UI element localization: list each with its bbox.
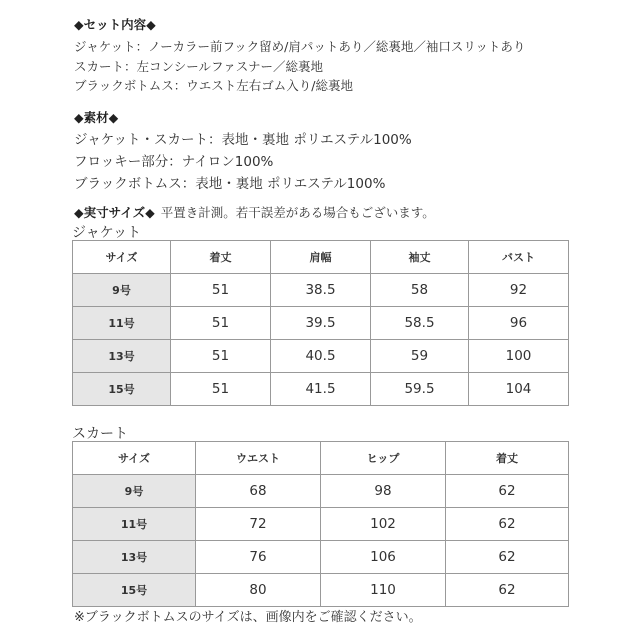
- header-cell: サイズ: [73, 442, 196, 475]
- measurements-heading: ◆実寸サイズ◆: [74, 205, 155, 220]
- table-cell: 59.5: [371, 373, 469, 406]
- footnote: ※ブラックボトムスのサイズは、画像内をご確認ください。: [74, 610, 422, 625]
- header-cell: ウエスト: [196, 442, 321, 475]
- table-row: [73, 475, 569, 508]
- table-cell: 102: [321, 508, 446, 541]
- table-cell: 41.5: [271, 373, 371, 406]
- table-cell: 51: [171, 373, 271, 406]
- skirt-size-table: [72, 441, 569, 607]
- set-contents-skirt: スカート：左コンシールファスナー／総裏地: [74, 59, 323, 74]
- header-cell: 肩幅: [271, 241, 371, 274]
- table-cell: 62: [446, 574, 569, 607]
- table-cell: 62: [446, 475, 569, 508]
- table-cell: 96: [469, 307, 569, 340]
- table-header-row: [73, 241, 569, 274]
- material-jacket-skirt: ジャケット・スカート：表地・裏地 ポリエステル100%: [74, 132, 412, 148]
- table-cell: 92: [469, 274, 569, 307]
- header-cell: 袖丈: [371, 241, 469, 274]
- header-cell: 着丈: [171, 241, 271, 274]
- measurements-note: 平置き計測。若干誤差がある場合もございます。: [160, 205, 435, 220]
- size-cell: 15号: [73, 574, 196, 607]
- table-cell: 72: [196, 508, 321, 541]
- table-cell: 51: [171, 307, 271, 340]
- set-contents-heading: ◆セット内容◆: [74, 17, 156, 32]
- table-cell: 106: [321, 541, 446, 574]
- skirt-table-title: スカート: [72, 426, 128, 442]
- table-cell: 80: [196, 574, 321, 607]
- table-cell: 62: [446, 541, 569, 574]
- table-row: [73, 307, 569, 340]
- table-cell: 39.5: [271, 307, 371, 340]
- jacket-table-title: ジャケット: [72, 225, 142, 241]
- set-contents-bottoms: ブラックボトムス：ウエスト左右ゴム入り/総裏地: [74, 78, 353, 93]
- set-contents-jacket: ジャケット：ノーカラー前フック留め/肩パットあり／総裏地／袖口スリットあり: [74, 39, 526, 54]
- table-row: [73, 373, 569, 406]
- table-cell: 51: [171, 274, 271, 307]
- size-cell: 13号: [73, 340, 171, 373]
- table-cell: 98: [321, 475, 446, 508]
- table-cell: 110: [321, 574, 446, 607]
- table-cell: 62: [446, 508, 569, 541]
- table-row: [73, 508, 569, 541]
- table-row: [73, 340, 569, 373]
- table-header-row: [73, 442, 569, 475]
- size-cell: 11号: [73, 307, 171, 340]
- size-cell: 11号: [73, 508, 196, 541]
- table-cell: 58: [371, 274, 469, 307]
- material-heading: ◆素材◆: [74, 110, 119, 125]
- size-cell: 13号: [73, 541, 196, 574]
- table-cell: 104: [469, 373, 569, 406]
- table-cell: 59: [371, 340, 469, 373]
- table-cell: 68: [196, 475, 321, 508]
- header-cell: ヒップ: [321, 442, 446, 475]
- table-row: [73, 274, 569, 307]
- header-cell: バスト: [469, 241, 569, 274]
- jacket-size-table: [72, 240, 569, 406]
- table-cell: 58.5: [371, 307, 469, 340]
- table-cell: 100: [469, 340, 569, 373]
- header-cell: サイズ: [73, 241, 171, 274]
- measurements-heading-row: [74, 203, 435, 221]
- table-cell: 51: [171, 340, 271, 373]
- header-cell: 着丈: [446, 442, 569, 475]
- table-cell: 40.5: [271, 340, 371, 373]
- size-cell: 9号: [73, 274, 171, 307]
- table-row: [73, 541, 569, 574]
- material-flocky: フロッキー部分：ナイロン100%: [74, 154, 274, 170]
- table-cell: 76: [196, 541, 321, 574]
- table-row: [73, 574, 569, 607]
- size-cell: 9号: [73, 475, 196, 508]
- table-cell: 38.5: [271, 274, 371, 307]
- size-cell: 15号: [73, 373, 171, 406]
- material-bottoms: ブラックボトムス：表地・裏地 ポリエステル100%: [74, 176, 386, 192]
